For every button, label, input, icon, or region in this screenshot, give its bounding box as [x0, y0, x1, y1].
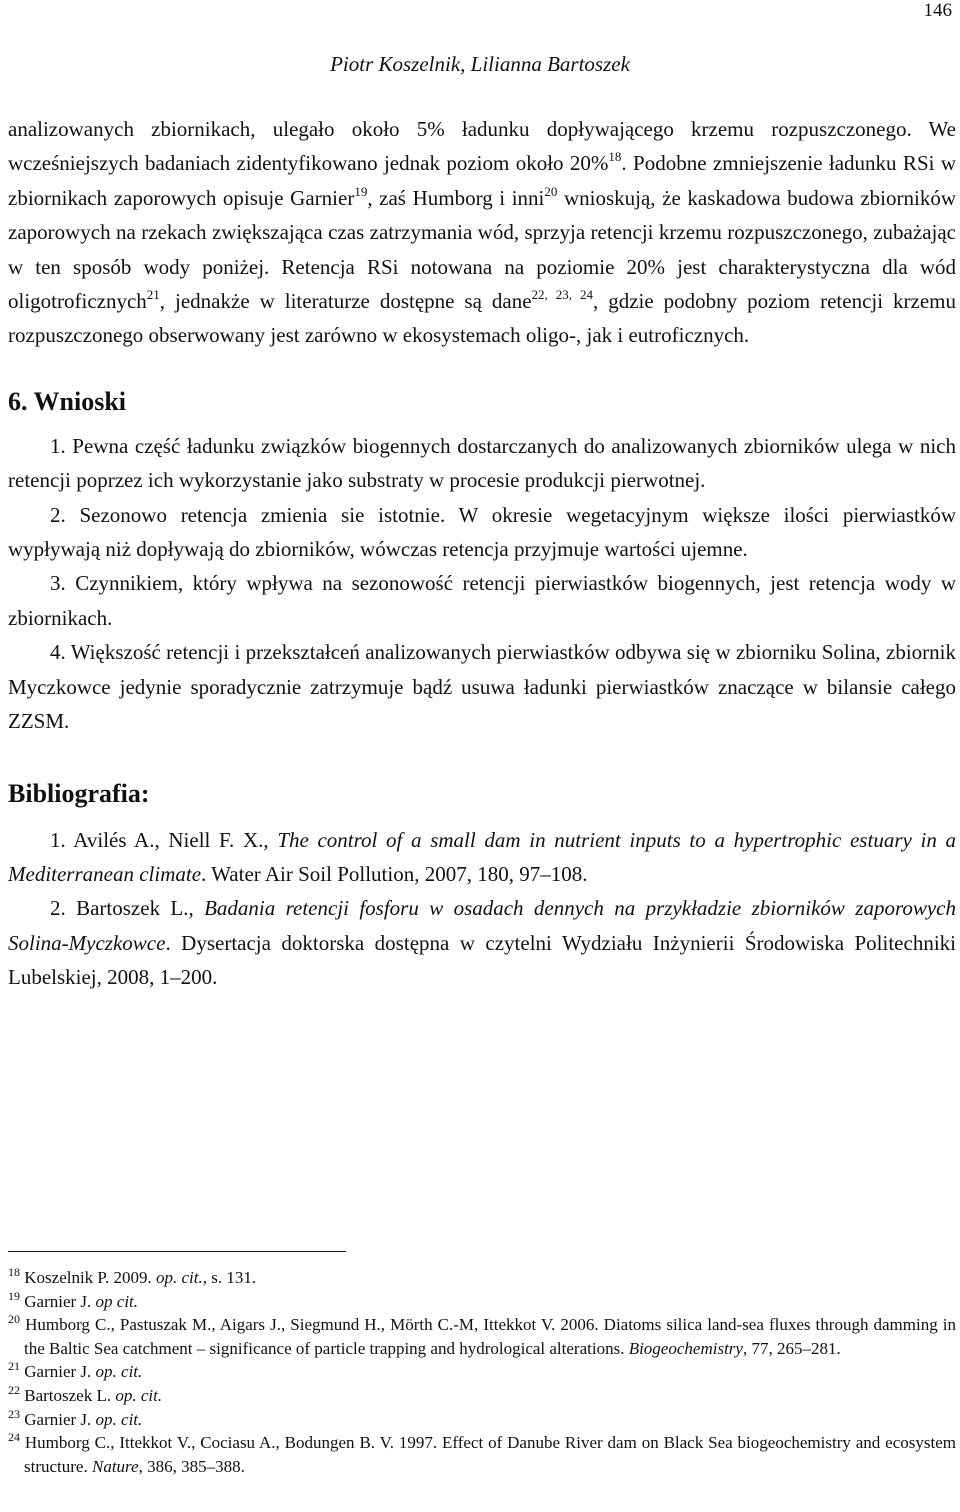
footnote-20: [8, 1313, 956, 1360]
footnote-divider: [8, 1251, 346, 1252]
entry-authors: 1. Avilés A., Niell F. X.,: [50, 827, 278, 852]
footnote-18: [8, 1266, 956, 1290]
footnote-ref: 18: [608, 149, 622, 165]
footnote-22: [8, 1384, 956, 1408]
conclusion-item-1: 1. Pewna część ładunku związków biogennych dostarczanych do analizowanych zbiorników ulega w nich retencji poprzez ich wykorzystanie jako substraty w procesie produkcji pierwotnej.: [8, 433, 956, 493]
footnote-number: 23: [8, 1406, 20, 1421]
footnote-ref: 22, 23, 24: [531, 287, 593, 303]
footnote-text: Humborg C., Pastuszak M., Aigars J., Siegmund H., Mörth C.-M, Ittekkot V. 2006. Diatoms silica land-sea fluxes through damming in the Baltic Sea catchment – significance of particle trapping and hydrological alterations.: [24, 1315, 956, 1358]
footnote-number: 18: [8, 1265, 20, 1279]
paragraph-retention: [8, 112, 956, 353]
footnote-23: [8, 1408, 956, 1432]
footnote-text: Garnier J.: [24, 1409, 96, 1429]
text-run: analizowanych zbiornikach, ulegało około 5% ładunku dopływającego krzemu rozpuszczonego. We wcześniejszych badaniach zidentyfikowano jednak poziom około 20%: [8, 117, 956, 176]
conclusion-item-4: 4. Większość retencji i przekształceń analizowanych pierwiastków odbywa się w zbiorniku Solina, zbiornik Myczkowce jedynie sporadycznie zatrzymuje bądź usuwa ładunki pierwiastków znaczące w bilansie całego ZZSM.: [8, 640, 956, 734]
footnote-text: , s. 131.: [202, 1268, 257, 1287]
footnote-text: Garnier J.: [24, 1362, 96, 1382]
conclusion-item-3: 3. Czynnikiem, który wpływa na sezonowość retencji pierwiastków biogennych, jest retencja wody w zbiornikach.: [8, 571, 956, 630]
footnote-ref: 21: [146, 287, 160, 303]
bibliography-entry-1: [8, 823, 956, 892]
conclusion-item-2: 2. Sezonowo retencja zmienia sie istotnie. W okresie wegetacyjnym większe ilości pierwiastków wypływają niż dopływają do zbiorników, wówczas retencja przyjmuje wartości ujemne.: [8, 502, 956, 562]
footnote-number: 24: [8, 1430, 20, 1445]
footnote-italic: op cit.: [95, 1291, 139, 1311]
footnote-italic: op. cit.: [95, 1362, 143, 1382]
footnote-19: [8, 1290, 956, 1314]
footnote-24: [8, 1431, 956, 1478]
footnote-number: 19: [8, 1288, 20, 1303]
footnotes: [8, 1266, 956, 1478]
footnote-italic: Nature: [91, 1456, 139, 1476]
footnote-text: , 386, 385–388.: [138, 1456, 245, 1476]
footnote-ref: 19: [354, 183, 368, 199]
footnote-italic: op. cit.: [95, 1409, 143, 1429]
footnote-text: Bartoszek L.: [24, 1385, 116, 1405]
text-run: , jednakże w literaturze dostępne są dane: [159, 289, 532, 314]
bibliography-entry-2: [8, 891, 956, 994]
text-run: , zaś Humborg i inni: [367, 185, 545, 210]
entry-title: The control of a small dam in nutrient inputs to a hypertrophic estuary in a Mediterranean climate: [8, 827, 956, 886]
footnote-text: Koszelnik P. 2009.: [24, 1268, 156, 1287]
footnote-number: 22: [8, 1382, 20, 1397]
page-number: 146: [923, 0, 952, 21]
entry-source: . Dysertacja doktorska dostępna w czytelni Wydziału Inżynierii Środowiska Politechniki Lubelskiej, 2008, 1–200.: [8, 930, 956, 990]
text-run: . Podobne zmniejszenie ładunku RSi w zbiornikach zaporowych opisuje Garnier: [8, 151, 956, 210]
text-run: , gdzie podobny poziom retencji krzemu rozpuszczonego obserwowany jest zarówno w ekosystemach oligo-, jak i eutroficznych.: [8, 289, 956, 348]
entry-authors: 2. Bartoszek L.,: [50, 896, 205, 921]
entry-title: Badania retencji fosforu w osadach dennych na przykładzie zbiorników zaporowych Solina-Myczkowce: [8, 896, 956, 955]
section-heading-bibliography: Bibliografia:: [8, 778, 150, 808]
footnote-italic: op. cit.: [115, 1385, 163, 1405]
footnote-text: Humborg C., Ittekkot V., Cociasu A., Bodungen B. V. 1997. Effect of Danube River dam on Black Sea biogeochemistry and ecosystem structure.: [24, 1433, 956, 1476]
main-text: [8, 112, 956, 995]
footnote-number: 21: [8, 1359, 20, 1374]
footnote-number: 20: [8, 1312, 20, 1327]
footnote-ref: 20: [544, 183, 558, 199]
running-header: Piotr Koszelnik, Lilianna Bartoszek: [330, 52, 630, 76]
footnote-text: , 77, 265–281.: [742, 1338, 841, 1358]
footnote-italic: Biogeochemistry: [628, 1338, 743, 1358]
footnote-text: Garnier J.: [24, 1291, 96, 1311]
text-run: wnioskują, że kaskadowa budowa zbiorników zaporowych na rzekach zwiększająca czas zatrzymania wód, sprzyja retencji krzemu rozpuszczonego, zubażając w ten sposób wody poniżej. Retencja RSi notowana na poziomie 20% jest charakterystyczna dla wód oligotroficznych: [8, 185, 957, 314]
footnote-italic: op. cit.: [156, 1268, 203, 1287]
entry-source: . Water Air Soil Pollution, 2007, 180, 97–108.: [201, 861, 588, 886]
footnote-21: [8, 1360, 956, 1384]
section-heading-conclusions: 6. Wnioski: [8, 386, 127, 416]
